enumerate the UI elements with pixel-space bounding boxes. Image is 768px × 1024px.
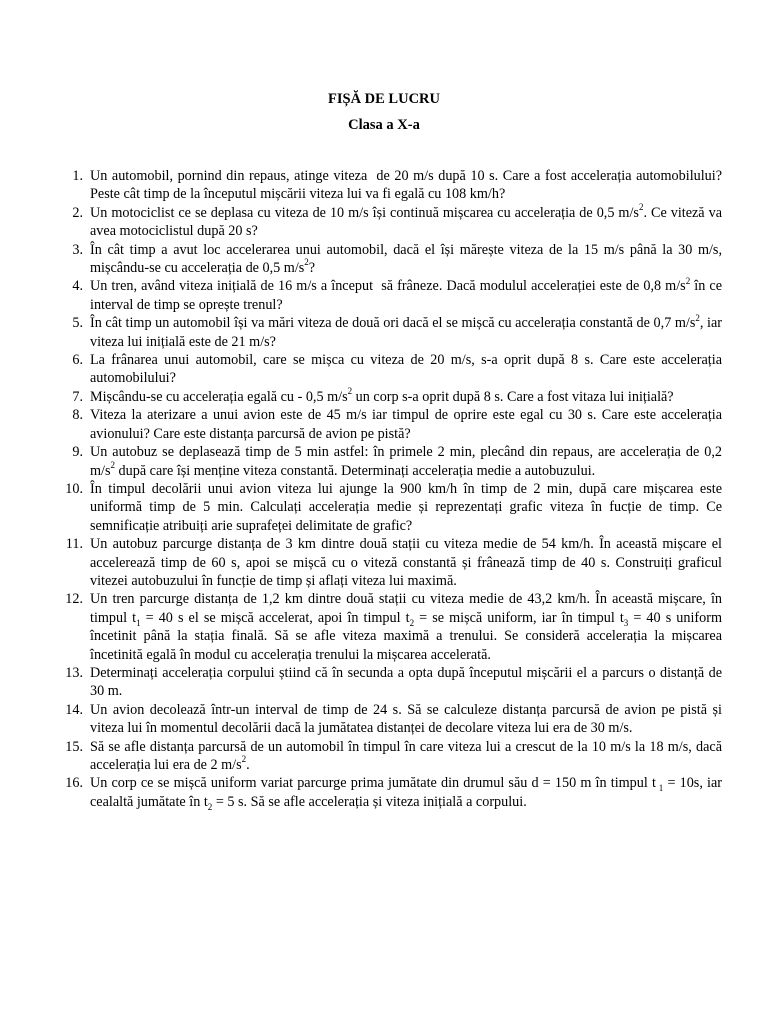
problem-list (0, 167, 722, 811)
problem-number: 15. (65, 738, 83, 755)
problem-item (0, 738, 722, 775)
problem-text: Mișcându-se cu accelerația egală cu - 0,5 $m/s^2$ un corp s-a oprit după 8 s. Care a fost vitaza lui inițială? (90, 386, 674, 405)
problem-number: 10. (65, 480, 83, 497)
problem-text: Un autobuz se deplasează timp de 5 min astfel: în primele 2 min, plecând din repaus, are accelerația de 0,2 $m/s^2$ după care își menține viteza constantă. Determinați accelerația medie a autobuzului. (90, 444, 722, 479)
problem-item (0, 167, 722, 204)
problem-item (0, 351, 722, 388)
problem-item (0, 443, 722, 480)
problem-number: 12. (65, 591, 83, 608)
problem-item (0, 535, 722, 590)
problem-text: Să se afle distanța parcursă de un automobil în timpul în care viteza lui a crescut de la 10 m/s la 18 m/s, dacă accelerația lui era de 2 $m/s^2$. (90, 738, 722, 773)
problem-number: 5. (72, 315, 83, 332)
problem-text: Un autobuz parcurge distanța de 3 km dintre două stații cu viteza medie de 54 km/h. În această mișcare el accelerează timp de 60 s, apoi se mișcă cu o viteză constantă și frânează timp de 40 s. Construiți graficul vitezei autobuzului în funcție de timp și aflați viteza lui maximă. (90, 536, 722, 589)
problem-item (0, 774, 722, 811)
problem-number: 4. (72, 278, 83, 295)
problem-item (0, 277, 722, 314)
problem-item (0, 590, 722, 664)
problem-item (0, 388, 722, 406)
problem-text: Determinați accelerația corpului știind că în secunda a opta după începutul mișcării el a parcurs o distanță de 30 m. (90, 664, 722, 700)
problem-number: 6. (72, 352, 83, 369)
problem-number: 16. (65, 775, 83, 792)
problem-item (0, 314, 722, 351)
problem-item (0, 204, 722, 241)
problem-item (0, 664, 722, 701)
problem-text: Un tren, având viteza inițială de 16 m/s a început să frâneze. Dacă modulul accelerației este de 0,8 $m/s^2$ în ce interval de timp se oprește trenul? (90, 275, 722, 313)
problem-text: Viteza la aterizare a unui avion este de 45 m/s iar timpul de oprire este egal cu 30 s. Care este accelerația avionului? Care este distanța parcursă de avion pe pistă? (90, 407, 722, 442)
problem-text: Un tren parcurge distanța de 1,2 km dintre două stații cu viteza medie de 43,2 km/h. În această mișcare, în timpul $t_1 = 40$ s el se mișcă accelerat, apoi în timpul $t_2$ = se mișcă uniform, iar în timpul $t_3 = 40$ s uniform încetinit până la stația finală. Să se afle viteza maximă a trenului. Se consideră accelerația la mișcarea încetinită egală în modul cu accelerația trenului la mișcarea accelerată. (90, 591, 722, 663)
problem-number: 14. (65, 701, 83, 718)
problem-number: 11. (65, 536, 83, 553)
problem-number: 7. (72, 388, 83, 405)
problem-text: Un motociclist ce se deplasa cu viteza de 10 m/s își continuă mișcarea cu accelerația de 0,5 $m/s^2$. Ce viteză va avea motociclistul după 20 s? (90, 202, 722, 240)
problem-text: La frânarea unui automobil, care se mișca cu viteza de 20 m/s, s-a oprit după 8 s. Care este accelerația automobilului? (90, 352, 722, 387)
problem-number: 3. (72, 241, 83, 258)
problem-text: Un corp ce se mișcă uniform variat parcurge prima jumătate din drumul său d = 150 m în timpul t $_1$ = 10s, iar cealaltă jumătate în $t_2 = 5$ s. Să se afle accelerația și viteza inițială a corpului. (90, 775, 723, 812)
problem-item (0, 480, 722, 535)
problem-number: 1. (72, 168, 83, 184)
worksheet-subtitle: Clasa a X-a (348, 117, 420, 133)
problem-text: Un avion decolează într-un interval de timp de 24 s. Să se calculeze distanța parcursă de avion pe pistă și viteza lui în momentul decolării dacă la jumătatea distanței de decolare viteza lui era de 30 m/s. (90, 701, 722, 737)
problem-text: Un automobil, pornind din repaus, atinge viteza de 20 m/s după 10 s. Care a fost accelerația automobilului? Peste cât timp de la începutul mișcării viteza lui va fi egală cu 108 km/h? (90, 168, 722, 203)
problem-number: 2. (72, 204, 83, 221)
worksheet-title: FIȘĂ DE LUCRU (328, 91, 440, 107)
problem-text: În cât timp un automobil își va mări viteza de două ori dacă el se mișcă cu accelerația constantă de 0,7 $m/s^2$, iar viteza lui inițială este de 21 m/s? (90, 312, 722, 350)
problem-number: 9. (72, 444, 83, 461)
problem-text: În timpul decolării unui avion viteza lui ajunge la 900 km/h în timp de 2 min, după care mișcarea este uniformă timp de 5 min. Calculați accelerația medie și reprezentați grafic viteza în fucție de timp. Ce semnificație atribuiți arie suprafeței delimitate de grafic? (90, 480, 722, 534)
problem-item (0, 701, 722, 738)
problem-item (0, 406, 722, 443)
problem-number: 13. (65, 664, 83, 681)
problem-text: În cât timp a avut loc accelerarea unui automobil, dacă el își mărește viteza de la 15 m/s până la 30 m/s, mișcându-se cu accelerația de 0,5 $m/s^2$? (90, 241, 722, 277)
problem-item (0, 241, 722, 278)
problem-number: 8. (72, 407, 83, 424)
